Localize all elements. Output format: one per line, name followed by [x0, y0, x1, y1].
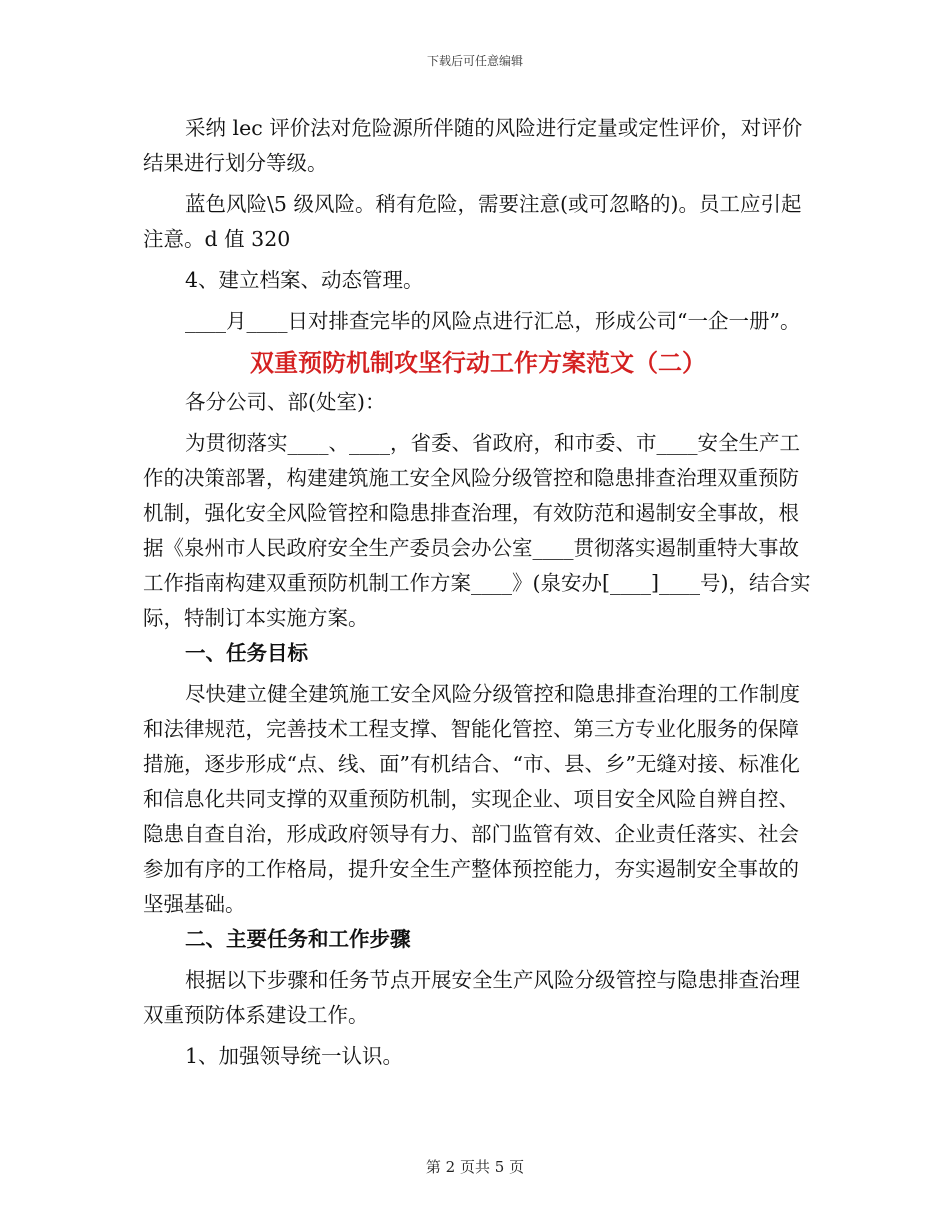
paragraph-goals: 尽快建立健全建筑施工安全风险分级管控和隐患排查治理的工作制度和法律规范，完善技术工程支撑、智能化管控、第三方专业化服务的保障措施，逐步形成“点、线、面”有机结合、“市、县、乡”无缝对接、标准化和信息化共同支撑的双重预防机制，实现企业、项目安全风险自辨自控、隐患自查自治，形成政府领导有力、部门监管有效、企业责任落实、社会参加有序的工作格局，提升安全生产整体预控能力，夯实遏制安全事故的坚强基础。 — [143, 682, 800, 916]
paragraph-summary: ____月____日对排查完毕的风险点进行汇总，形成公司“一企一册”。 — [185, 309, 801, 333]
paragraph-lec-evaluation: 采纳 lec 评价法对危险源所伴随的风险进行定量或定性评价，对评价结果进行划分等级。 — [143, 116, 803, 175]
page-footer: 第 2 页共 5 页 — [425, 1158, 525, 1176]
page-header: 下载后可任意编辑 — [426, 54, 523, 68]
paragraph-tasks: 根据以下步骤和任务节点开展安全生产风险分级管控与隐患排查治理双重预防体系建设工作。 — [143, 968, 800, 1027]
paragraph-archive: 4、建立档案、动态管理。 — [185, 268, 424, 292]
document-body — [143, 111, 813, 1074]
paragraph-addressee: 各分公司、部(处室)： — [185, 390, 386, 414]
paragraph-background: 为贯彻落实____、____，省委、省政府，和市委、市____安全生产工作的决策部署，构建建筑施工安全风险分级管控和隐患排查治理双重预防机制，强化安全风险管控和隐患排查治理，有效防范和遏制安全事故，根据《泉州市人民政府安全生产委员会办公室____贯彻落实遏制重特大事故工作指南构建双重预防机制工作方案____》(泉安办[____]____号)，结合实际，特制订本实施方案。 — [143, 431, 811, 630]
section-heading-tasks: 二、主要任务和工作步骤 — [185, 927, 411, 951]
document-title: 双重预防机制攻坚行动工作方案范文（二） — [250, 349, 706, 377]
section-heading-goals: 一、任务目标 — [185, 641, 308, 665]
paragraph-blue-risk: 蓝色风险\5 级风险。稍有危险，需要注意(或可忽略的)。员工应引起注意。d 值 320 — [143, 192, 802, 251]
paragraph-step-1: 1、加强领导统一认识。 — [185, 1044, 404, 1068]
